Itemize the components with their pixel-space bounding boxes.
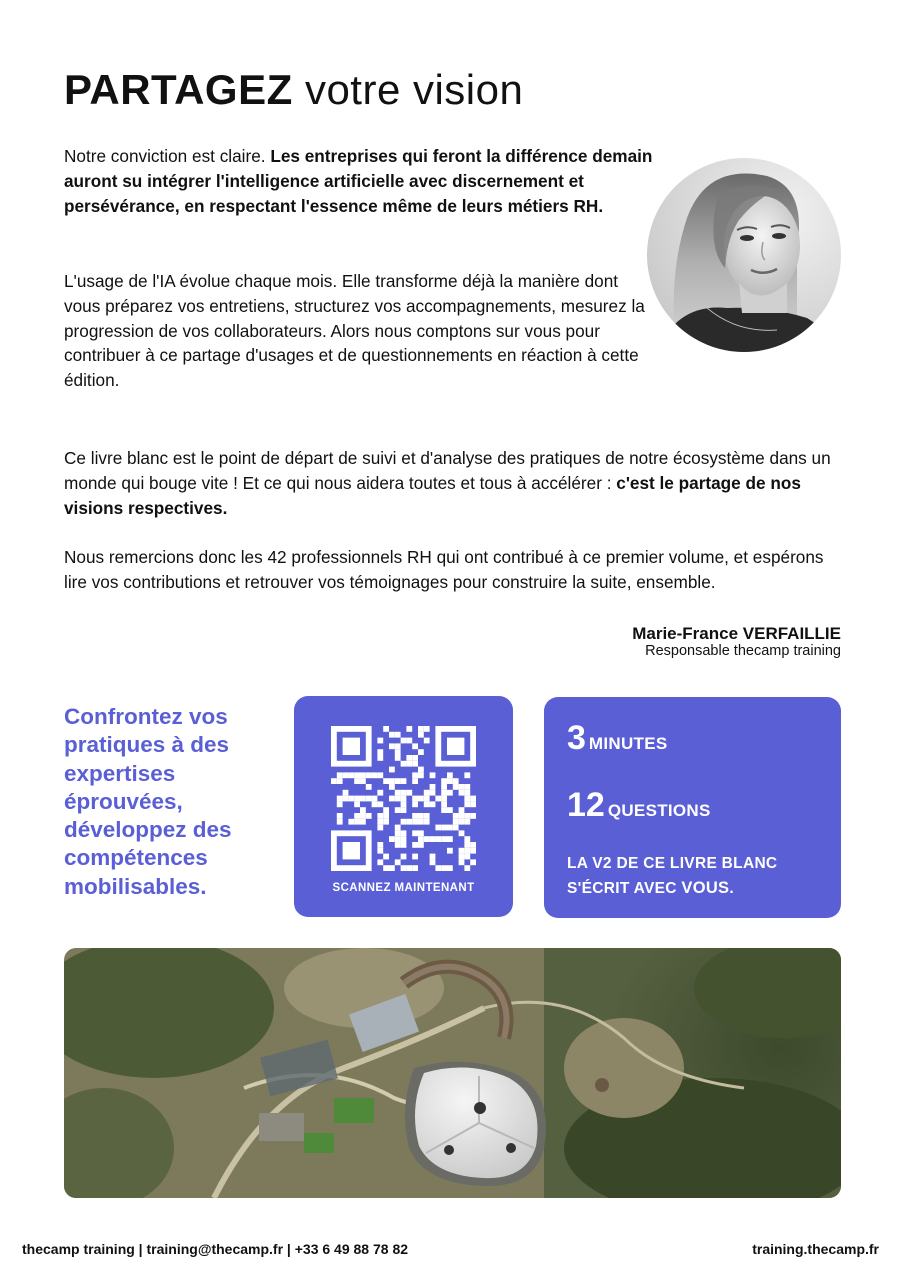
intro-lead: Notre conviction est claire. [64, 146, 266, 166]
v2-emphasis: VOUS [681, 879, 730, 897]
page-title [64, 66, 523, 114]
thanks-paragraph: Nous remercions donc les 42 professionnels RH qui ont contribué à ce premier volume, et espérons lire vos contributions et retrouver vos témoignages pour construire la suite, ensemble. [64, 547, 824, 592]
cta-text: Confrontez vos pratiques à des expertises éprouvées, développez des compétences mobilisables. [64, 704, 232, 899]
footer-contact: thecamp training | training@thecamp.fr | +33 6 49 88 78 82 [22, 1241, 409, 1257]
v2-text [567, 852, 841, 901]
intro-bold: Les entreprises qui feront la différence demain auront su intégrer l'intelligence artificielle avec discernement et persévérance, en respectant l'essence même de leurs métiers RH. [64, 146, 653, 216]
stat-minutes [567, 719, 668, 758]
qr-code-icon[interactable] [331, 726, 476, 871]
aerial-campus-photo [64, 948, 841, 1198]
signature-name: Marie-France VERFAILLIE [632, 624, 841, 643]
portrait-photo [647, 158, 841, 352]
stat-minutes-number: 3 [567, 719, 586, 757]
stat-minutes-unit: MINUTES [588, 734, 668, 753]
aerial-view-image [64, 948, 841, 1198]
stat-questions-number: 12 [567, 786, 605, 824]
v2-main: LA V2 DE CE LIVRE BLANC S'ÉCRIT AVEC [567, 855, 778, 897]
stat-questions-unit: QUESTIONS [607, 801, 711, 820]
title-bold: PARTAGEZ [64, 66, 293, 113]
white-paper-bold: c'est le partage de nos visions respectives. [64, 472, 801, 518]
v2-end: . [729, 880, 734, 897]
qr-label: SCANNEZ MAINTENANT [332, 882, 475, 894]
white-paper-paragraph [64, 446, 834, 520]
author-portrait [647, 158, 841, 352]
usage-paragraph: L'usage de l'IA évolue chaque mois. Elle transforme déjà la manière dont vous préparez vos entretiens, structurez vos accompagnements, mesurez la progression de vos collaborateurs. Alors nous comptons sur vous pour contribuer à ce partage d'usages et de questionnements en réaction à cette édition. [64, 271, 645, 391]
white-paper-text: Ce livre blanc est le point de départ de suivi et d'analyse des pratiques de notre écosystème dans un monde qui bouge vite ! Et ce qui nous aidera toutes et tous à accélérer : [64, 448, 831, 493]
intro-paragraph [64, 144, 654, 218]
footer-website[interactable]: training.thecamp.fr [752, 1241, 879, 1257]
survey-card [544, 697, 841, 918]
signature-role: Responsable thecamp training [645, 643, 841, 659]
qr-card[interactable] [294, 696, 513, 917]
title-light: votre vision [304, 66, 524, 113]
stat-questions [567, 786, 711, 825]
